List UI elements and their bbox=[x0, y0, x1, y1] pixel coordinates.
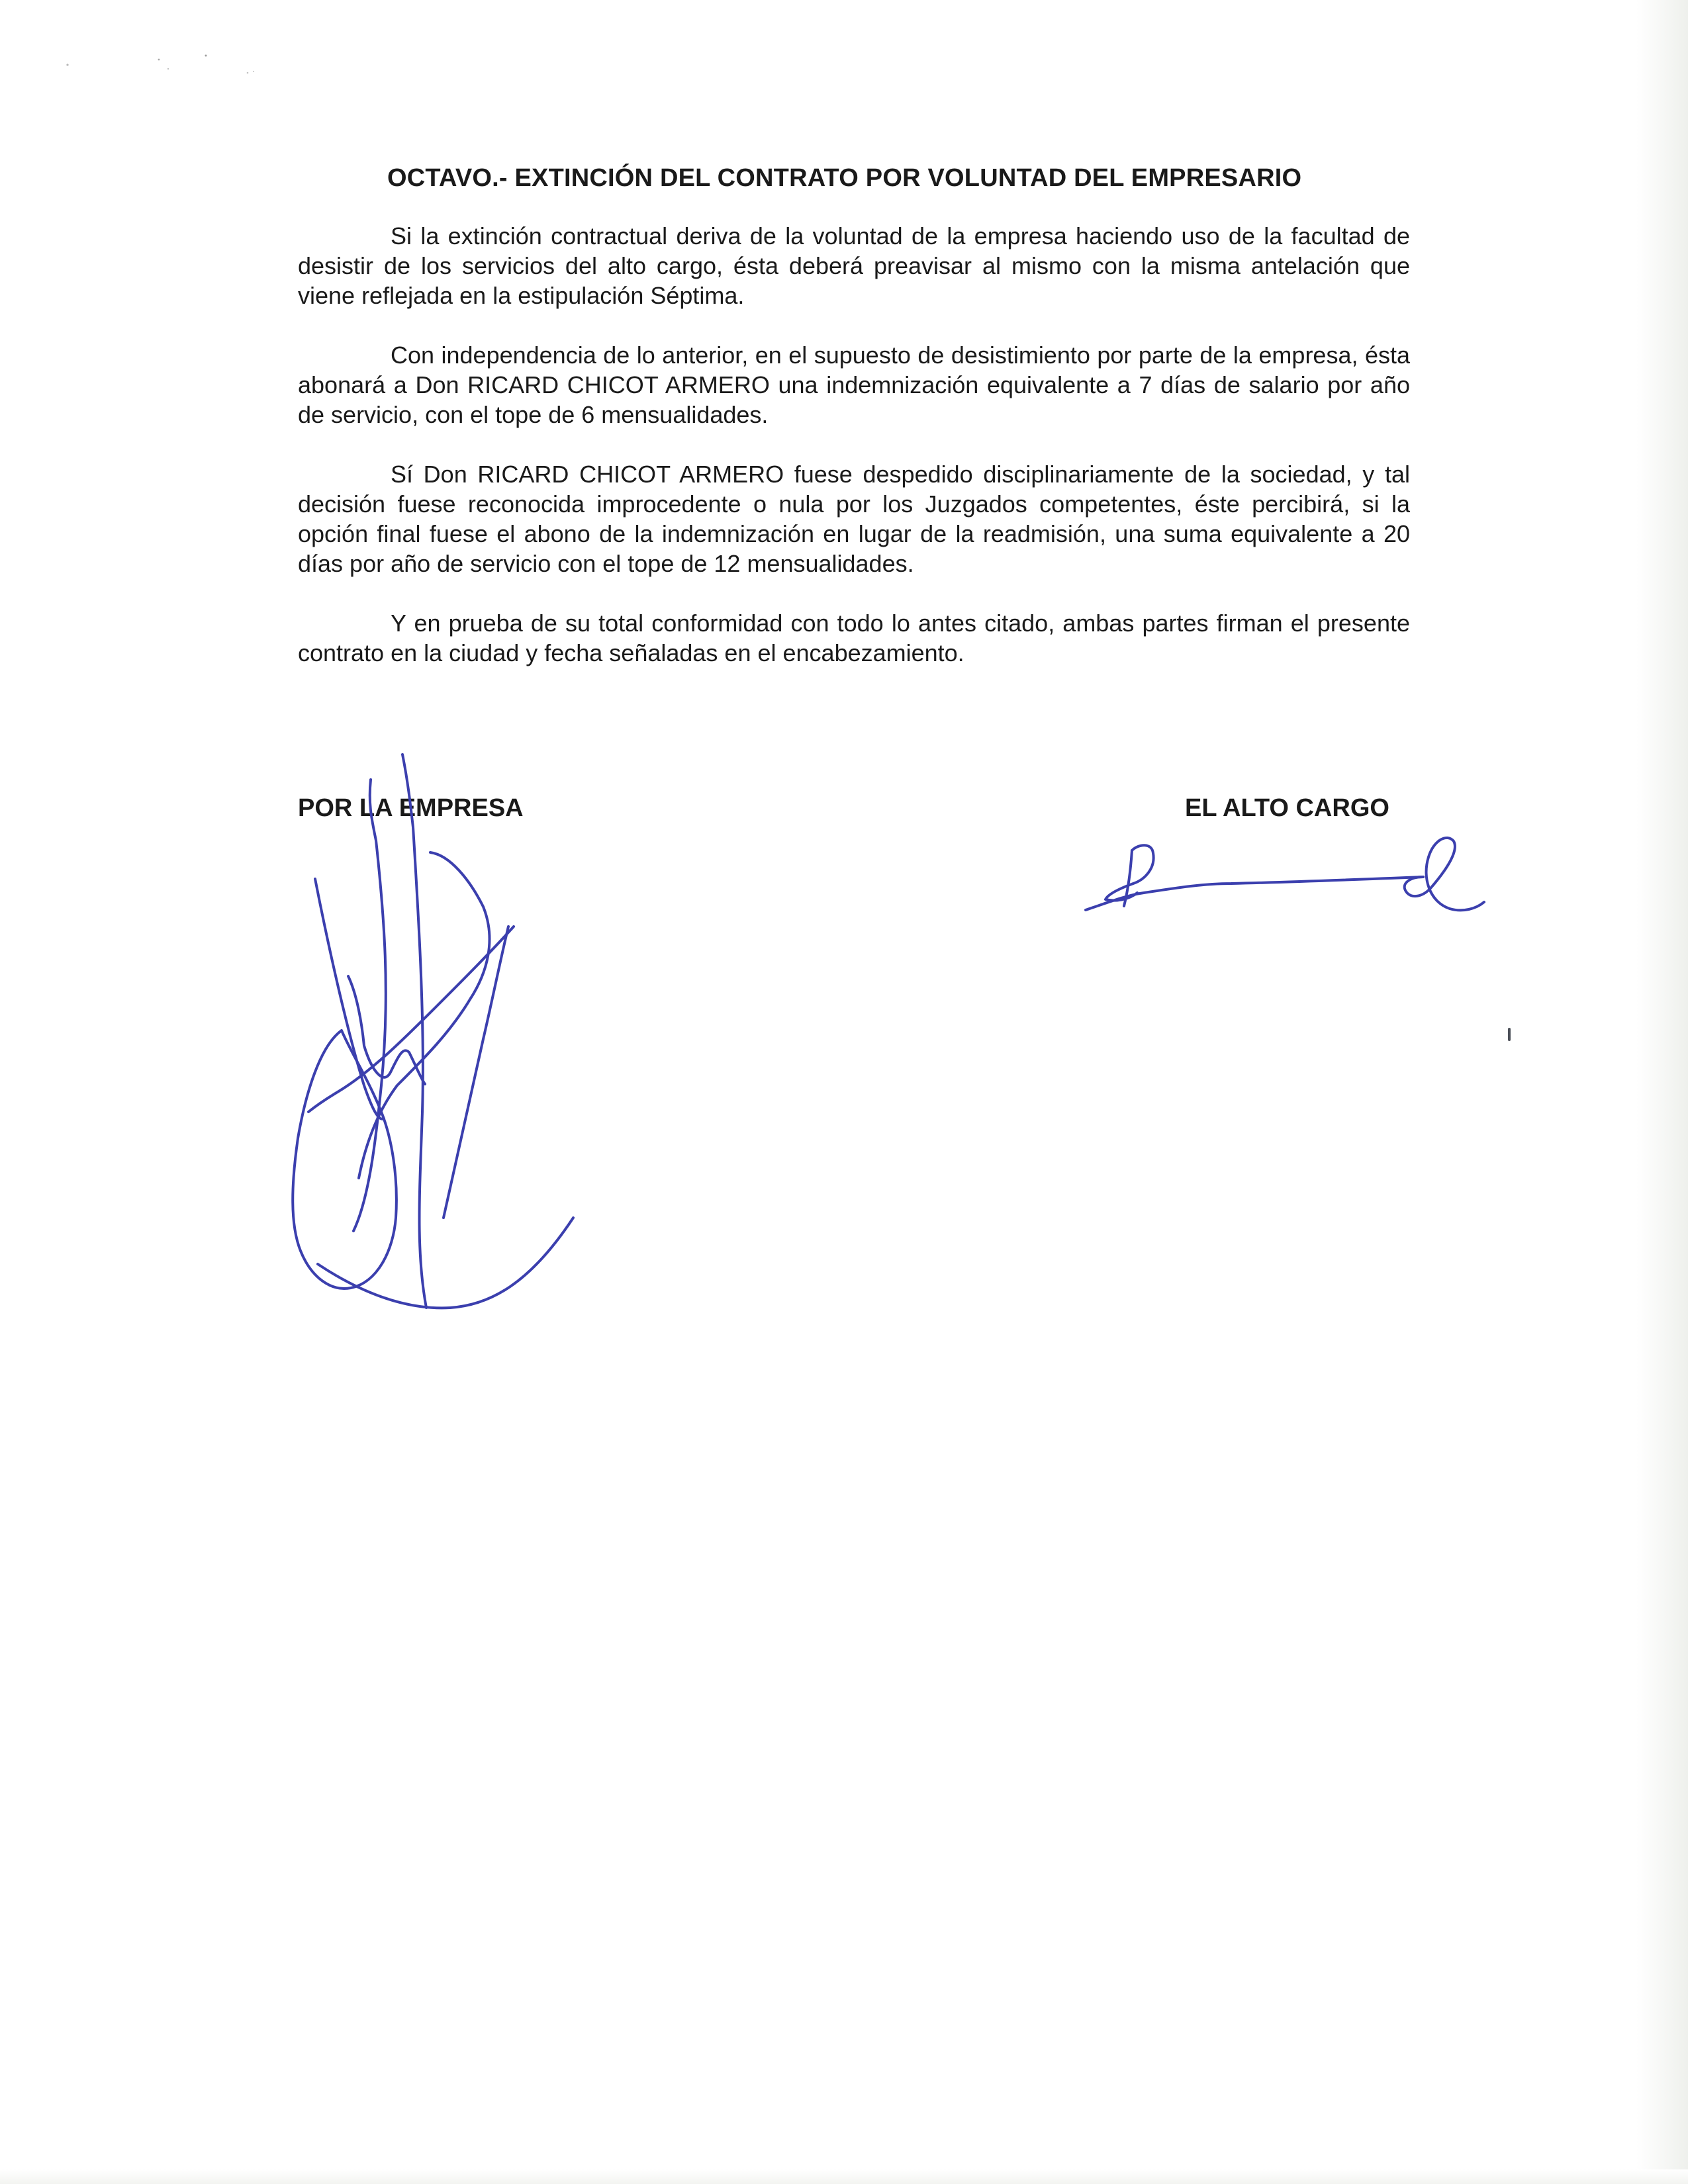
executive-signature bbox=[1079, 831, 1489, 930]
paragraph-dismissal: Sí Don RICARD CHICOT ARMERO fuese despedido disciplinariamente de la sociedad, y tal decisión fuese reconocida improcedente o nula por los Juzgados competentes, éste percibirá, si la opción final fuese el abono de la indemnización en lugar de la readmisión, una suma equivalente a 20 días por año de servicio con el tope de 12 mensualidades. bbox=[298, 461, 1410, 577]
executive-signature-label: EL ALTO CARGO bbox=[1185, 794, 1389, 822]
company-signature bbox=[252, 741, 596, 1324]
paragraph-conformity: Y en prueba de su total conformidad con todo lo antes citado, ambas partes firman el presente contrato en la ciudad y fecha señaladas en el encabezamiento. bbox=[298, 610, 1410, 666]
clause-body bbox=[298, 221, 1410, 698]
scan-stray-mark bbox=[1508, 1028, 1511, 1041]
section-heading: OCTAVO.- EXTINCIÓN DEL CONTRATO POR VOLUNTAD DEL EMPRESARIO bbox=[387, 164, 1302, 192]
scan-page-edge bbox=[1636, 0, 1688, 2184]
company-signature-label: POR LA EMPRESA bbox=[298, 794, 524, 822]
scan-specks bbox=[60, 46, 278, 86]
paragraph-notice: Si la extinción contractual deriva de la voluntad de la empresa haciendo uso de la facultad de desistir de los servicios del alto cargo, ésta deberá preavisar al mismo con la misma antelación que viene reflejada en la estipulación Séptima. bbox=[298, 222, 1410, 309]
paragraph-severance: Con independencia de lo anterior, en el supuesto de desistimiento por parte de la empresa, ésta abonará a Don RICARD CHICOT ARMERO una indemnización equivalente a 7 días de salario por año de servicio, con el tope de 6 mensualidades. bbox=[298, 341, 1410, 428]
scan-bottom-edge bbox=[0, 2169, 1688, 2184]
